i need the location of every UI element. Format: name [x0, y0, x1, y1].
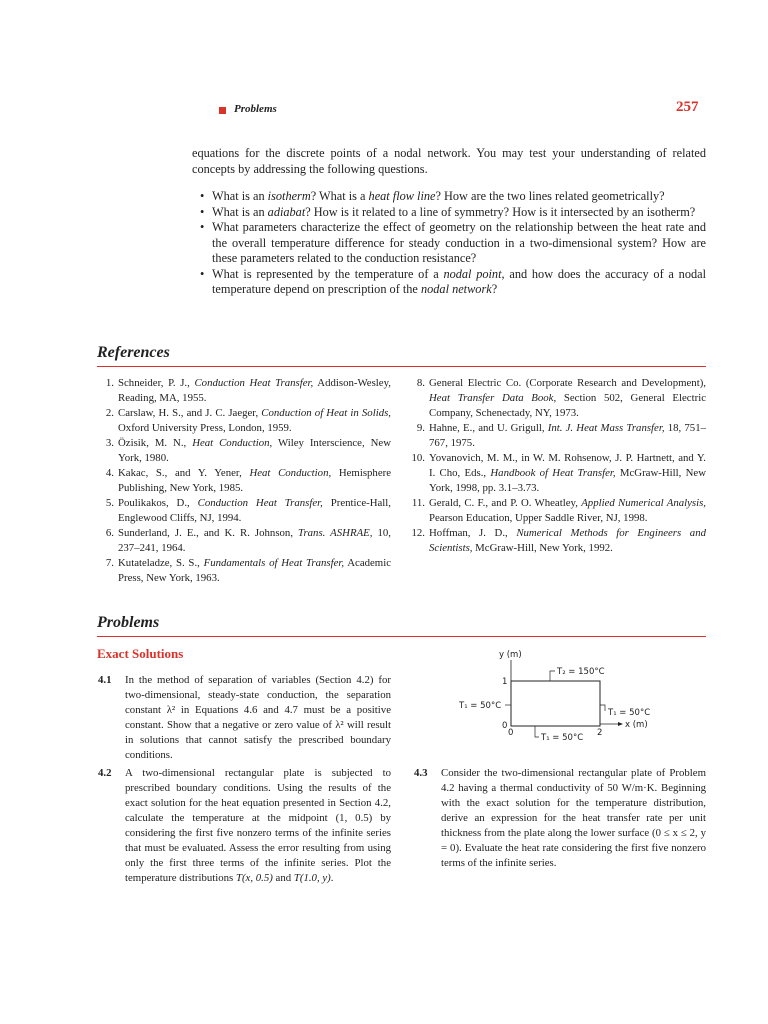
- running-header: Problems: [234, 103, 277, 115]
- reference-item: 3. Özisik, M. N., Heat Conduction, Wiley Interscience, New York, 1980.: [105, 437, 391, 464]
- reference-item: 8. General Electric Co. (Corporate Research and Development), Heat Transfer Data Book, Section 502, General Electric Company, Schenectady, NY, 1973.: [416, 377, 706, 419]
- problem-number: 4.3: [414, 767, 428, 779]
- top-bc-label: T₂ = 150°C: [557, 667, 605, 677]
- right-bc-leader: [600, 705, 605, 711]
- reference-item: 11. Gerald, C. F., and P. O. Wheatley, Applied Numerical Analysis, Pearson Education, Upper Saddle River, NJ, 1998.: [411, 497, 707, 524]
- top-bc-leader: [550, 671, 555, 681]
- left-bc-label: T₁ = 50°C: [459, 701, 502, 711]
- bottom-bc-leader: [535, 726, 539, 737]
- problem-text: Consider the two-dimensional rectangular plate of Problem 4.2 having a thermal conductivity of 50 W/m·K. Beginning with the exact solution for the temperature distribution, derive an expression for the heat transfer rate per unit thickness from the plate along the lower surface (0 ≤ x ≤ 2, y = 0). Evaluate the heat rate considering the first five nonzero terms of the infinite series.: [441, 767, 706, 869]
- problem-number: 4.2: [98, 767, 112, 779]
- reference-item: 2. Carslaw, H. S., and J. C. Jaeger, Conduction of Heat in Solids, Oxford University Press, London, 1959.: [105, 407, 392, 434]
- reference-item: 1. Schneider, P. J., Conduction Heat Transfer, Addison-Wesley, Reading, MA, 1955.: [105, 377, 391, 404]
- bottom-bc-label: T₁ = 50°C: [541, 733, 584, 743]
- right-bc-label: T₁ = 50°C: [608, 708, 651, 718]
- plate-rect: [511, 681, 600, 726]
- problem-4-3: [414, 766, 706, 871]
- problems-heading: Problems: [97, 614, 160, 631]
- question-item: • What parameters characterize the effect of geometry on the relationship between the heat rate and the overall temperature difference for steady conduction in a two-dimensional system? How are these parameters related to the conduction resistance?: [200, 220, 706, 267]
- y-axis-label: y (m): [499, 650, 522, 660]
- references-heading: References: [97, 344, 170, 361]
- review-questions: [200, 189, 706, 298]
- tick-y0: 0: [502, 721, 508, 731]
- references-right-column: [408, 376, 706, 556]
- problem-number: 4.1: [98, 674, 112, 686]
- question-item: • What is an isotherm? What is a heat flow line? How are the two lines related geometrically?: [200, 189, 706, 205]
- question-item: • What is an adiabat? How is it related to a line of symmetry? How is it intersected by an isotherm?: [200, 205, 706, 221]
- problems-rule: [97, 636, 706, 637]
- exact-solutions-subheading: Exact Solutions: [97, 646, 184, 661]
- tick-x0: 0: [508, 728, 514, 738]
- x-axis-arrow: [618, 722, 623, 726]
- tick-y1: 1: [502, 677, 508, 687]
- reference-item: 4. Kakac, S., and Y. Yener, Heat Conduction, Hemisphere Publishing, New York, 1985.: [105, 467, 391, 494]
- reference-item: 9. Hahne, E., and U. Grigull, Int. J. Heat Mass Transfer, 18, 751–767, 1975.: [416, 422, 706, 449]
- reference-item: 6. Sunderland, J. E., and K. R. Johnson, Trans. ASHRAE, 10, 237–241, 1964.: [105, 527, 391, 554]
- page-number: 257: [676, 99, 699, 115]
- reference-item: 5. Poulikakos, D., Conduction Heat Transfer, Prentice-Hall, Englewood Cliffs, NJ, 1994.: [105, 497, 391, 524]
- problem-4-2: 4.2 A two-dimensional rectangular plate is subjected to prescribed boundary conditions. Using the results of the exact solution for the heat equation presented in Section 4.2, calculate the temperature at the midpoint (1, 0.5) by considering the first five nonzero terms of the infinite series that must be evaluated. Assess the error resulting from using only the first three terms of the infinite series. Plot the temperature distributions T(x, 0.5) and T(1.0, y).: [98, 767, 391, 884]
- problem-4-1: [98, 673, 391, 763]
- reference-item: 12. Hoffman, J. D., Numerical Methods for Engineers and Scientists, McGraw-Hill, New York, 1992.: [411, 527, 706, 554]
- problem-text: In the method of separation of variables (Section 4.2) for two-dimensional, steady-state conduction, the separation constant λ² in Equations 4.6 and 4.7 must be a positive constant. Show that a negative or zero value of λ² will result in solutions that cannot satisfy the prescribed boundary conditions.: [125, 674, 391, 761]
- references-left-column: [97, 376, 391, 586]
- section-marker: [219, 107, 226, 114]
- reference-item: 10. Yovanovich, M. M., in W. M. Rohsenow, J. P. Hartnett, and Y. I. Cho, Eds., Handbook of Heat Transfer, McGraw-Hill, New York, 1998, pp. 3.1–3.73.: [411, 452, 706, 494]
- references-rule: [97, 366, 706, 367]
- intro-paragraph: equations for the discrete points of a nodal network. You may test your understanding of related concepts by addressing the following questions.: [192, 146, 706, 176]
- question-item: • What is represented by the temperature of a nodal point, and how does the accuracy of a nodal temperature depend on prescription of the nodal network?: [200, 267, 706, 298]
- tick-x2: 2: [597, 728, 603, 738]
- plate-diagram: [455, 648, 685, 748]
- x-axis-label: x (m): [625, 720, 648, 730]
- reference-item: 7. Kutateladze, S. S., Fundamentals of Heat Transfer, Academic Press, New York, 1963.: [105, 557, 391, 584]
